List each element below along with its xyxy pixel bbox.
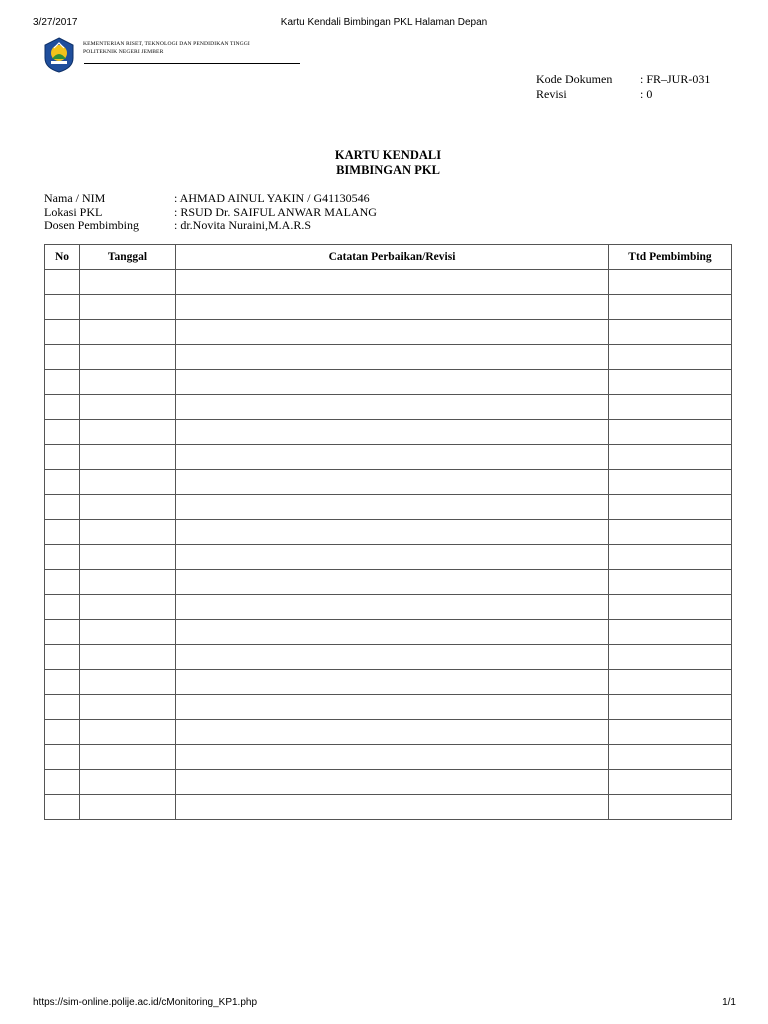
- cell-date: [80, 745, 176, 770]
- title-line-2: BIMBINGAN PKL: [336, 163, 440, 177]
- cell-no: [45, 595, 80, 620]
- cell-no: [45, 395, 80, 420]
- student-info: [44, 192, 377, 233]
- cell-notes: [176, 645, 609, 670]
- cell-signature: [609, 795, 732, 820]
- location-value: : RSUD Dr. SAIFUL ANWAR MALANG: [174, 204, 377, 219]
- table-row: [45, 770, 732, 795]
- revision-value: : 0: [640, 87, 653, 101]
- col-header-signature: Ttd Pembimbing: [609, 245, 732, 270]
- cell-signature: [609, 395, 732, 420]
- cell-date: [80, 545, 176, 570]
- cell-date: [80, 470, 176, 495]
- cell-no: [45, 695, 80, 720]
- doc-code-value: : FR–JUR-031: [640, 72, 711, 86]
- cell-no: [45, 320, 80, 345]
- cell-notes: [176, 495, 609, 520]
- cell-no: [45, 470, 80, 495]
- table-row: [45, 795, 732, 820]
- polije-logo-icon: [42, 37, 76, 73]
- table-row: [45, 270, 732, 295]
- print-url: https://sim-online.polije.ac.id/cMonitoring_KP1.php: [33, 997, 258, 1008]
- cell-signature: [609, 445, 732, 470]
- cell-notes: [176, 745, 609, 770]
- table-row: [45, 445, 732, 470]
- polytechnic-line: POLITEKNIK NEGERI JEMBER: [83, 48, 164, 55]
- cell-notes: [176, 620, 609, 645]
- cell-date: [80, 720, 176, 745]
- table-row: [45, 420, 732, 445]
- table-row: [45, 345, 732, 370]
- supervisor-label: Dosen Pembimbing: [44, 218, 139, 232]
- table-row: [45, 395, 732, 420]
- cell-signature: [609, 720, 732, 745]
- cell-notes: [176, 720, 609, 745]
- cell-no: [45, 620, 80, 645]
- cell-date: [80, 370, 176, 395]
- table-row: [45, 520, 732, 545]
- cell-signature: [609, 695, 732, 720]
- cell-notes: [176, 670, 609, 695]
- cell-signature: [609, 545, 732, 570]
- table-row: [45, 620, 732, 645]
- cell-signature: [609, 320, 732, 345]
- table-row: [45, 545, 732, 570]
- col-header-no: No: [45, 245, 80, 270]
- cell-notes: [176, 345, 609, 370]
- table-row: [45, 470, 732, 495]
- cell-date: [80, 795, 176, 820]
- cell-signature: [609, 770, 732, 795]
- location-label: Lokasi PKL: [44, 204, 103, 219]
- col-header-date: Tanggal: [80, 245, 176, 270]
- print-title: Kartu Kendali Bimbingan PKL Halaman Depan: [280, 17, 488, 28]
- table-row: [45, 295, 732, 320]
- table-row: [45, 670, 732, 695]
- ministry-line: KEMENTERIAN RISET, TEKNOLOGI DAN PENDIDIKAN TINGGI: [83, 41, 250, 47]
- cell-no: [45, 520, 80, 545]
- cell-notes: [176, 270, 609, 295]
- cell-signature: [609, 295, 732, 320]
- cell-notes: [176, 695, 609, 720]
- table-row: [45, 645, 732, 670]
- cell-date: [80, 645, 176, 670]
- cell-no: [45, 295, 80, 320]
- table-row: [45, 320, 732, 345]
- cell-date: [80, 345, 176, 370]
- cell-signature: [609, 370, 732, 395]
- doc-code-label: Kode Dokumen: [536, 72, 613, 86]
- table-row: [45, 495, 732, 520]
- cell-notes: [176, 795, 609, 820]
- cell-date: [80, 520, 176, 545]
- cell-no: [45, 445, 80, 470]
- cell-date: [80, 670, 176, 695]
- guidance-table: [44, 244, 732, 820]
- print-page-number: 1/1: [722, 997, 736, 1008]
- cell-notes: [176, 770, 609, 795]
- cell-no: [45, 370, 80, 395]
- cell-notes: [176, 520, 609, 545]
- cell-notes: [176, 595, 609, 620]
- cell-no: [45, 670, 80, 695]
- title-line-1: KARTU KENDALI: [334, 148, 442, 162]
- cell-signature: [609, 470, 732, 495]
- cell-signature: [609, 495, 732, 520]
- cell-signature: [609, 570, 732, 595]
- page-title: [0, 148, 768, 178]
- cell-date: [80, 270, 176, 295]
- cell-notes: [176, 395, 609, 420]
- cell-signature: [609, 520, 732, 545]
- print-date: 3/27/2017: [33, 17, 78, 28]
- cell-notes: [176, 320, 609, 345]
- cell-notes: [176, 570, 609, 595]
- cell-signature: [609, 345, 732, 370]
- name-value: : AHMAD AINUL YAKIN / G41130546: [174, 191, 370, 205]
- cell-notes: [176, 370, 609, 395]
- cell-no: [45, 495, 80, 520]
- revision-label: Revisi: [536, 87, 567, 101]
- cell-date: [80, 770, 176, 795]
- cell-notes: [176, 545, 609, 570]
- cell-date: [80, 620, 176, 645]
- cell-notes: [176, 445, 609, 470]
- cell-date: [80, 295, 176, 320]
- cell-signature: [609, 420, 732, 445]
- supervisor-value: : dr.Novita Nuraini,M.A.R.S: [174, 218, 311, 232]
- cell-date: [80, 420, 176, 445]
- cell-date: [80, 595, 176, 620]
- table-row: [45, 720, 732, 745]
- cell-signature: [609, 620, 732, 645]
- cell-signature: [609, 645, 732, 670]
- institution-name: [83, 41, 250, 56]
- cell-no: [45, 745, 80, 770]
- cell-no: [45, 345, 80, 370]
- cell-no: [45, 545, 80, 570]
- cell-date: [80, 320, 176, 345]
- cell-signature: [609, 670, 732, 695]
- table-row: [45, 595, 732, 620]
- cell-signature: [609, 595, 732, 620]
- table-row: [45, 695, 732, 720]
- cell-no: [45, 720, 80, 745]
- cell-date: [80, 570, 176, 595]
- cell-signature: [609, 270, 732, 295]
- cell-date: [80, 445, 176, 470]
- table-row: [45, 745, 732, 770]
- cell-notes: [176, 420, 609, 445]
- cell-no: [45, 645, 80, 670]
- cell-no: [45, 795, 80, 820]
- table-row: [45, 370, 732, 395]
- cell-date: [80, 495, 176, 520]
- name-label: Nama / NIM: [44, 191, 106, 205]
- cell-no: [45, 570, 80, 595]
- cell-signature: [609, 745, 732, 770]
- cell-no: [45, 770, 80, 795]
- table-header-row: [45, 245, 732, 270]
- cell-notes: [176, 295, 609, 320]
- table-body: [45, 270, 732, 820]
- cell-date: [80, 395, 176, 420]
- header-divider: [84, 63, 300, 64]
- col-header-notes: Catatan Perbaikan/Revisi: [176, 245, 609, 270]
- cell-notes: [176, 470, 609, 495]
- cell-date: [80, 695, 176, 720]
- table-row: [45, 570, 732, 595]
- cell-no: [45, 270, 80, 295]
- document-meta: [536, 72, 710, 102]
- cell-no: [45, 420, 80, 445]
